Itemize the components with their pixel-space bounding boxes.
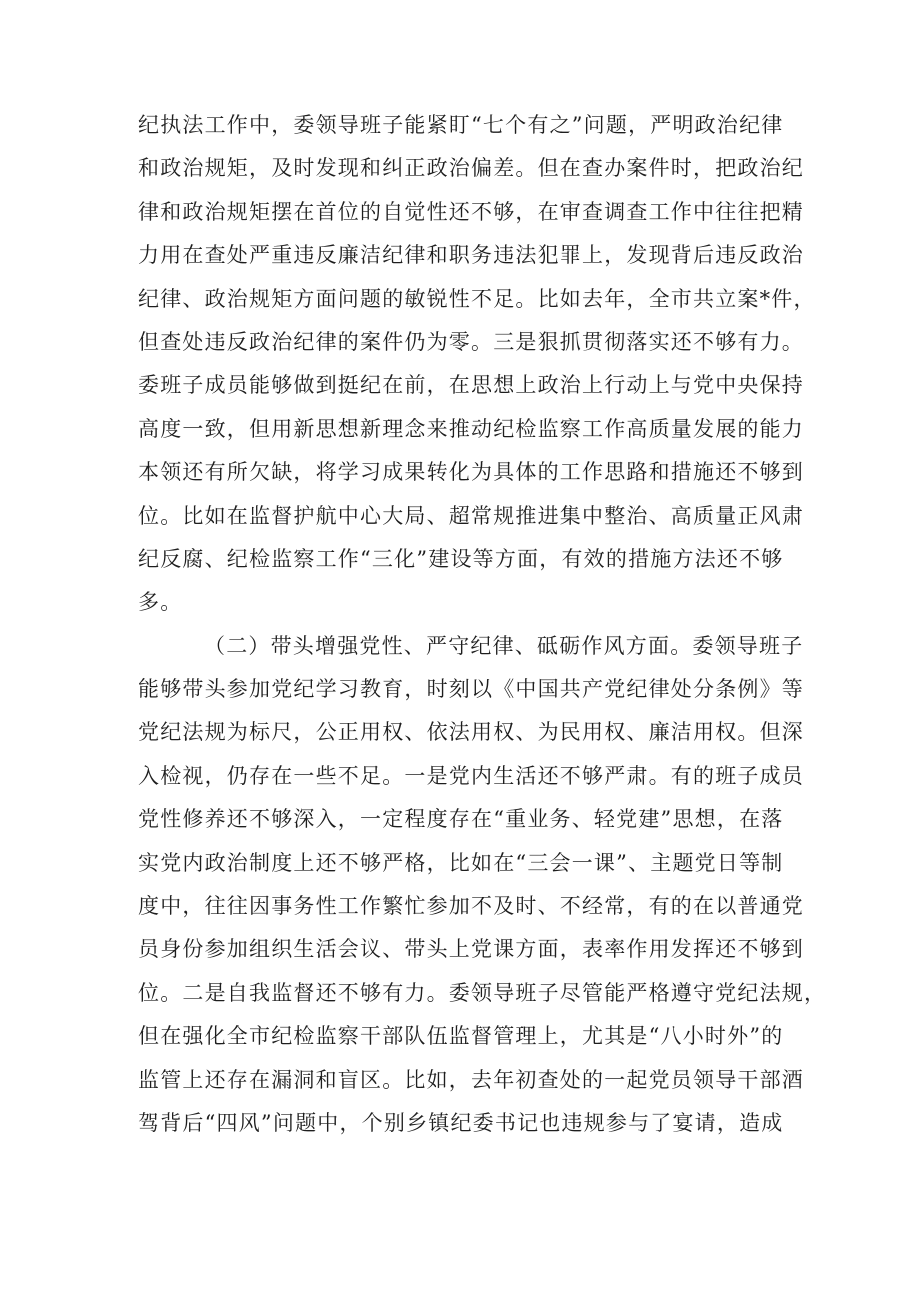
text-line: 位。二是自我监督还不够有力。委领导班子尽管能严格遵守党纪法规， — [138, 980, 827, 1005]
text-line: 监管上还存在漏洞和盲区。比如，去年初查处的一起党员领导干部酒 — [138, 1067, 804, 1092]
text-line: 力用在查处严重违反廉洁纪律和职务违法犯罪上，发现背后违反政治 — [138, 243, 804, 268]
text-line: 位。比如在监督护航中心大局、超常规推进集中整治、高质量正风肃 — [138, 503, 804, 528]
text-line: 入检视，仍存在一些不足。一是党内生活还不够严肃。有的班子成员 — [138, 763, 804, 788]
text-line: 度中，往往因事务性工作繁忙参加不及时、不经常，有的在以普通党 — [138, 894, 804, 919]
text-line: 党性修养还不够深入，一定程度存在“重业务、轻党建”思想，在落 — [138, 807, 784, 832]
text-line: 委班子成员能够做到挺纪在前，在思想上政治上行动上与党中央保持 — [138, 373, 804, 398]
text-line: 但在强化全市纪检监察干部队伍监督管理上，尤其是“八小时外”的 — [138, 1024, 784, 1049]
text-line: 党纪法规为标尺，公正用权、依法用权、为民用权、廉洁用权。但深 — [138, 720, 804, 745]
text-line: 和政治规矩，及时发现和纠正政治偏差。但在查办案件时，把政治纪 — [138, 156, 804, 181]
text-line: 纪反腐、纪检监察工作“三化”建设等方面，有效的措施方法还不够 — [138, 546, 784, 571]
text-line: 能够带头参加党纪学习教育，时刻以《中国共产党纪律处分条例》等 — [138, 677, 804, 702]
section-heading-line: （二）带头增强党性、严守纪律、砥砺作风方面。委领导班子 — [204, 633, 804, 658]
body-text — [138, 104, 827, 1145]
text-line: 纪律、政治规矩方面问题的敏锐性不足。比如去年，全市共立案*件， — [138, 286, 816, 311]
text-line: 律和政治规矩摆在首位的自觉性还不够，在审查调查工作中往往把精 — [138, 199, 804, 224]
text-line: 本领还有所欠缺，将学习成果转化为具体的工作思路和措施还不够到 — [138, 460, 804, 485]
text-line: 但查处违反政治纪律的案件仍为零。三是狠抓贯彻落实还不够有力。 — [138, 329, 804, 354]
text-line: 纪执法工作中，委领导班子能紧盯“七个有之”问题，严明政治纪律 — [138, 113, 784, 137]
text-line: 多。 — [138, 590, 183, 615]
text-line: 驾背后“四风”问题中，个别乡镇纪委书记也违规参与了宴请，造成 — [138, 1110, 784, 1135]
text-line: 高度一致，但用新思想新理念来推动纪检监察工作高质量发展的能力 — [138, 416, 804, 441]
text-line: 员身份参加组织生活会议、带头上党课方面，表率作用发挥还不够到 — [138, 937, 804, 962]
text-line: 实党内政治制度上还不够严格，比如在“三会一课”、主题党日等制 — [138, 850, 784, 875]
